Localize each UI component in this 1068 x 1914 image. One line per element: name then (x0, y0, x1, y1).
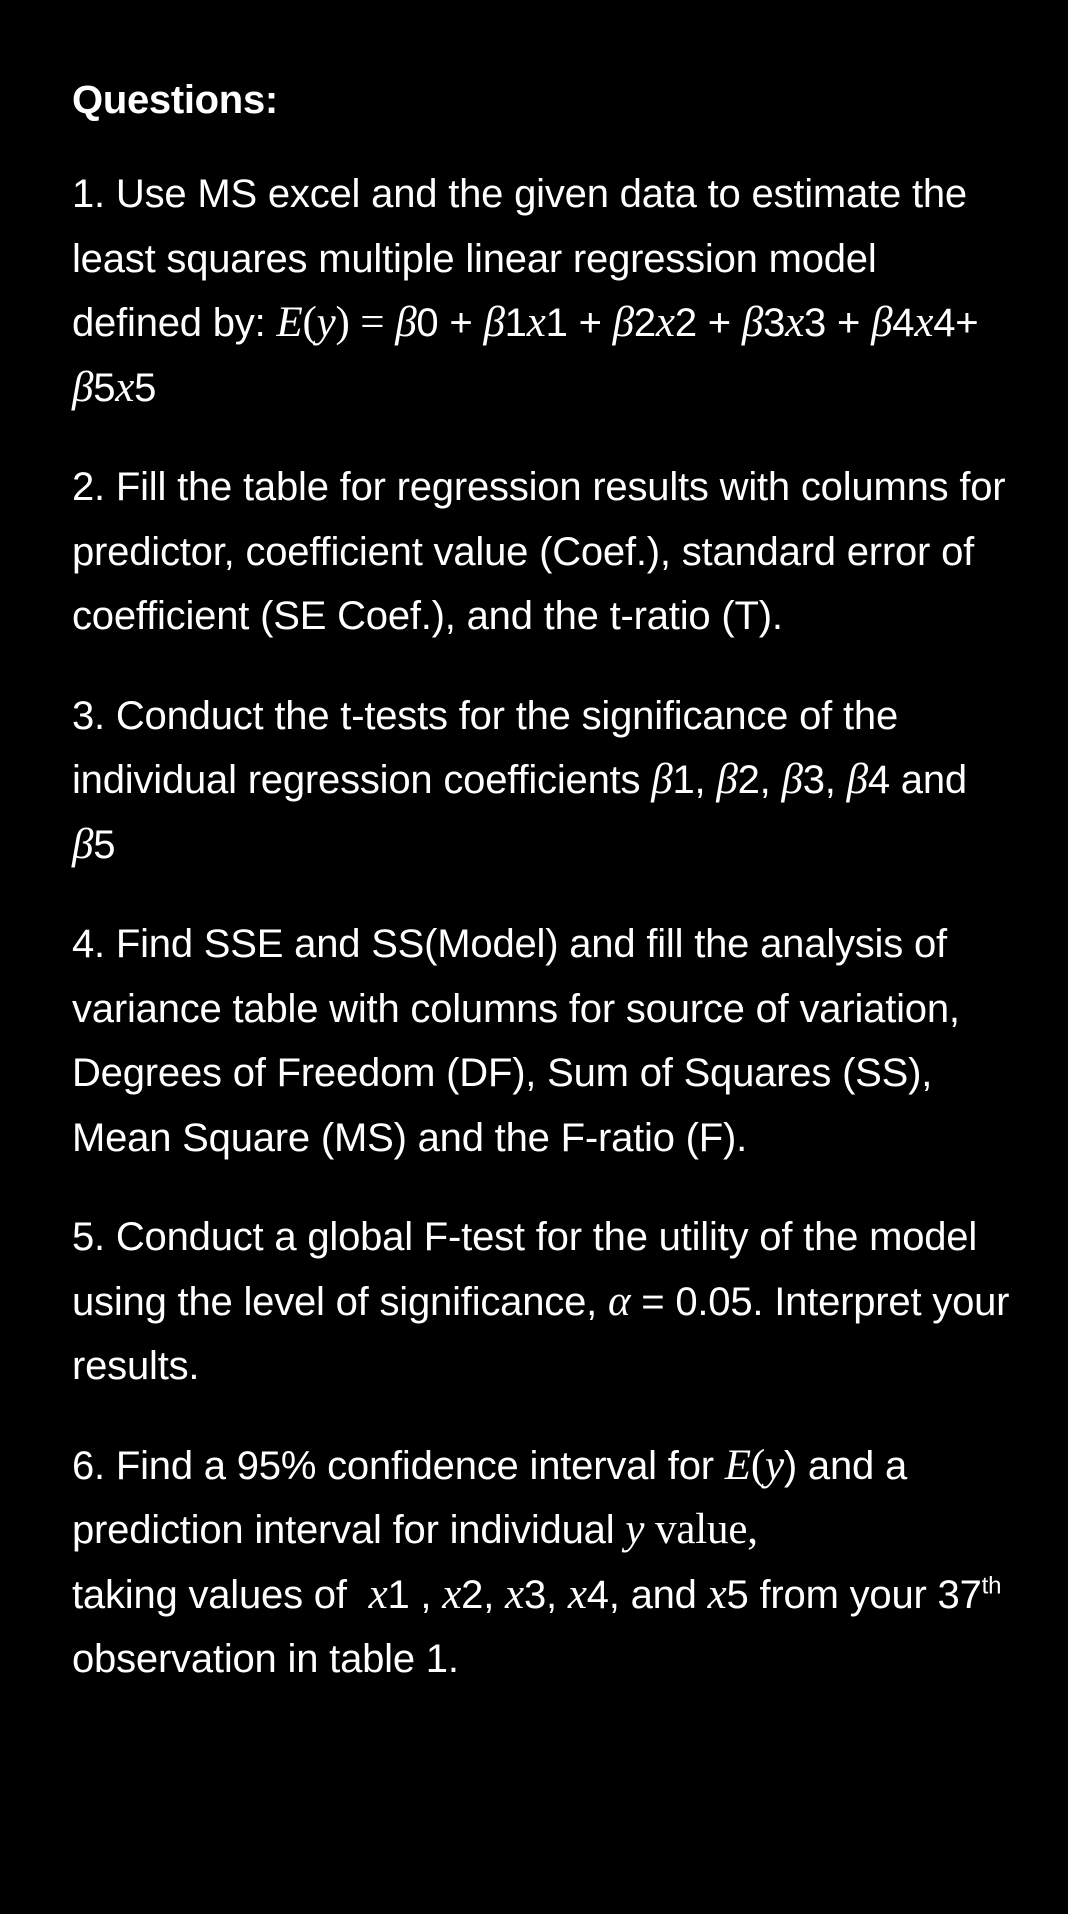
q6-x4-symbol: x (567, 1570, 587, 1618)
q6-x5-sub: 5 from your 37 (726, 1572, 982, 1617)
q6-expected-symbol: E (724, 1441, 751, 1489)
q1-beta2-symbol: β (612, 299, 634, 346)
q6-text: 6. Find a 95% confidence interval for (72, 1443, 714, 1488)
q6-value-word: value, (655, 1506, 758, 1553)
q6-ordinal-superscript: th (981, 1572, 1002, 1600)
q1-beta3-sub: 3 (763, 301, 786, 345)
q6-y-symbol: y (764, 1441, 784, 1489)
q1-beta0-symbol: β (395, 299, 417, 346)
q5-alpha-symbol: α (607, 1277, 631, 1325)
q1-beta1-symbol: β (483, 299, 505, 346)
q5-text: 5. Conduct a global F-test for the utility of the model using the level of significance, (72, 1215, 978, 1324)
question-1 (72, 162, 1016, 420)
q1-equals: ) = (335, 299, 385, 346)
q1-beta2-sub: 2 (633, 301, 656, 345)
q1-x3-symbol: x (785, 299, 805, 346)
q3-beta5-sub: 5 (93, 822, 116, 867)
q1-x3-sub: 3 + (804, 301, 861, 345)
q3-beta1-symbol: β (651, 756, 673, 803)
q6-x3-sub: 3, (523, 1572, 557, 1617)
q6-text-2: ) and a prediction interval for individual (72, 1443, 908, 1552)
q1-x4-symbol: x (914, 299, 934, 346)
q6-x2-symbol: x (442, 1570, 462, 1618)
q1-x2-sub: 2 + (674, 301, 731, 345)
questions-heading: Questions: (72, 78, 278, 122)
q3-beta1-sub: 1, (672, 758, 706, 802)
q1-y-symbol: y (316, 299, 336, 346)
q1-number: 1. (72, 172, 105, 216)
q1-paren-open: ( (302, 299, 317, 346)
q3-text: 3. Conduct the t-tests for the significance of the individual regression coefficients (72, 693, 899, 802)
q1-x5-sub: 5 (134, 365, 157, 410)
question-3 (72, 684, 1016, 878)
q3-beta2-sub: 2, (737, 758, 771, 802)
q1-beta0-sub: 0 + (416, 301, 473, 345)
question-2: 2. Fill the table for regression results with columns for predictor, coefficient value (Coef.), standard error of coefficient (SE Coef.), and the t-ratio (T). (72, 465, 1006, 638)
q1-text: Use MS excel and the given data to estimate the least squares multiple linear regression model defined by: (72, 172, 967, 345)
q1-beta5-sub: 5 (93, 365, 116, 410)
q5-text-end: = 0.05. Interpret your results. (72, 1279, 1010, 1388)
q6-x5-symbol: x (707, 1570, 727, 1618)
q3-beta2-symbol: β (716, 756, 738, 803)
q6-y-individual-symbol: y (625, 1506, 645, 1553)
q3-beta4-sub: 4 and (867, 758, 967, 802)
question-5 (72, 1205, 1016, 1399)
q1-beta5-symbol: β (72, 363, 94, 411)
q3-beta4-symbol: β (846, 756, 868, 803)
q6-text-end: observation in table 1. (72, 1637, 459, 1681)
q1-beta1-sub: 1 (504, 301, 527, 345)
q6-x1-sub: 1 , (387, 1572, 432, 1617)
q1-x5-symbol: x (115, 363, 135, 411)
question-4: 4. Find SSE and SS(Model) and fill the analysis of variance table with columns for source of variation, Degrees of Freedom (DF), Sum of Squares (SS), Mean Square (MS) and the F-ratio (F). (72, 922, 960, 1160)
q1-x4-sub: 4+ (933, 301, 979, 345)
q1-beta4-sub: 4 (892, 301, 915, 345)
q1-beta4-symbol: β (871, 299, 893, 346)
q1-expected-symbol: E (276, 299, 303, 346)
question-6 (72, 1434, 1016, 1692)
q3-beta3-symbol: β (781, 756, 803, 803)
q6-text-3: taking values of (72, 1572, 347, 1617)
q1-x1-sub: 1 + (545, 301, 602, 345)
q1-x2-symbol: x (655, 299, 675, 346)
q3-beta5-symbol: β (72, 820, 94, 868)
q6-paren-open: ( (750, 1441, 765, 1489)
q6-x3-symbol: x (505, 1570, 524, 1618)
q6-x2-sub: 2, (461, 1572, 495, 1617)
q6-x4-sub: 4, and (586, 1572, 697, 1617)
q6-x1-symbol: x (368, 1570, 388, 1618)
q1-x1-symbol: x (526, 299, 546, 346)
q3-beta3-sub: 3, (802, 758, 836, 802)
q1-beta3-symbol: β (741, 299, 764, 346)
